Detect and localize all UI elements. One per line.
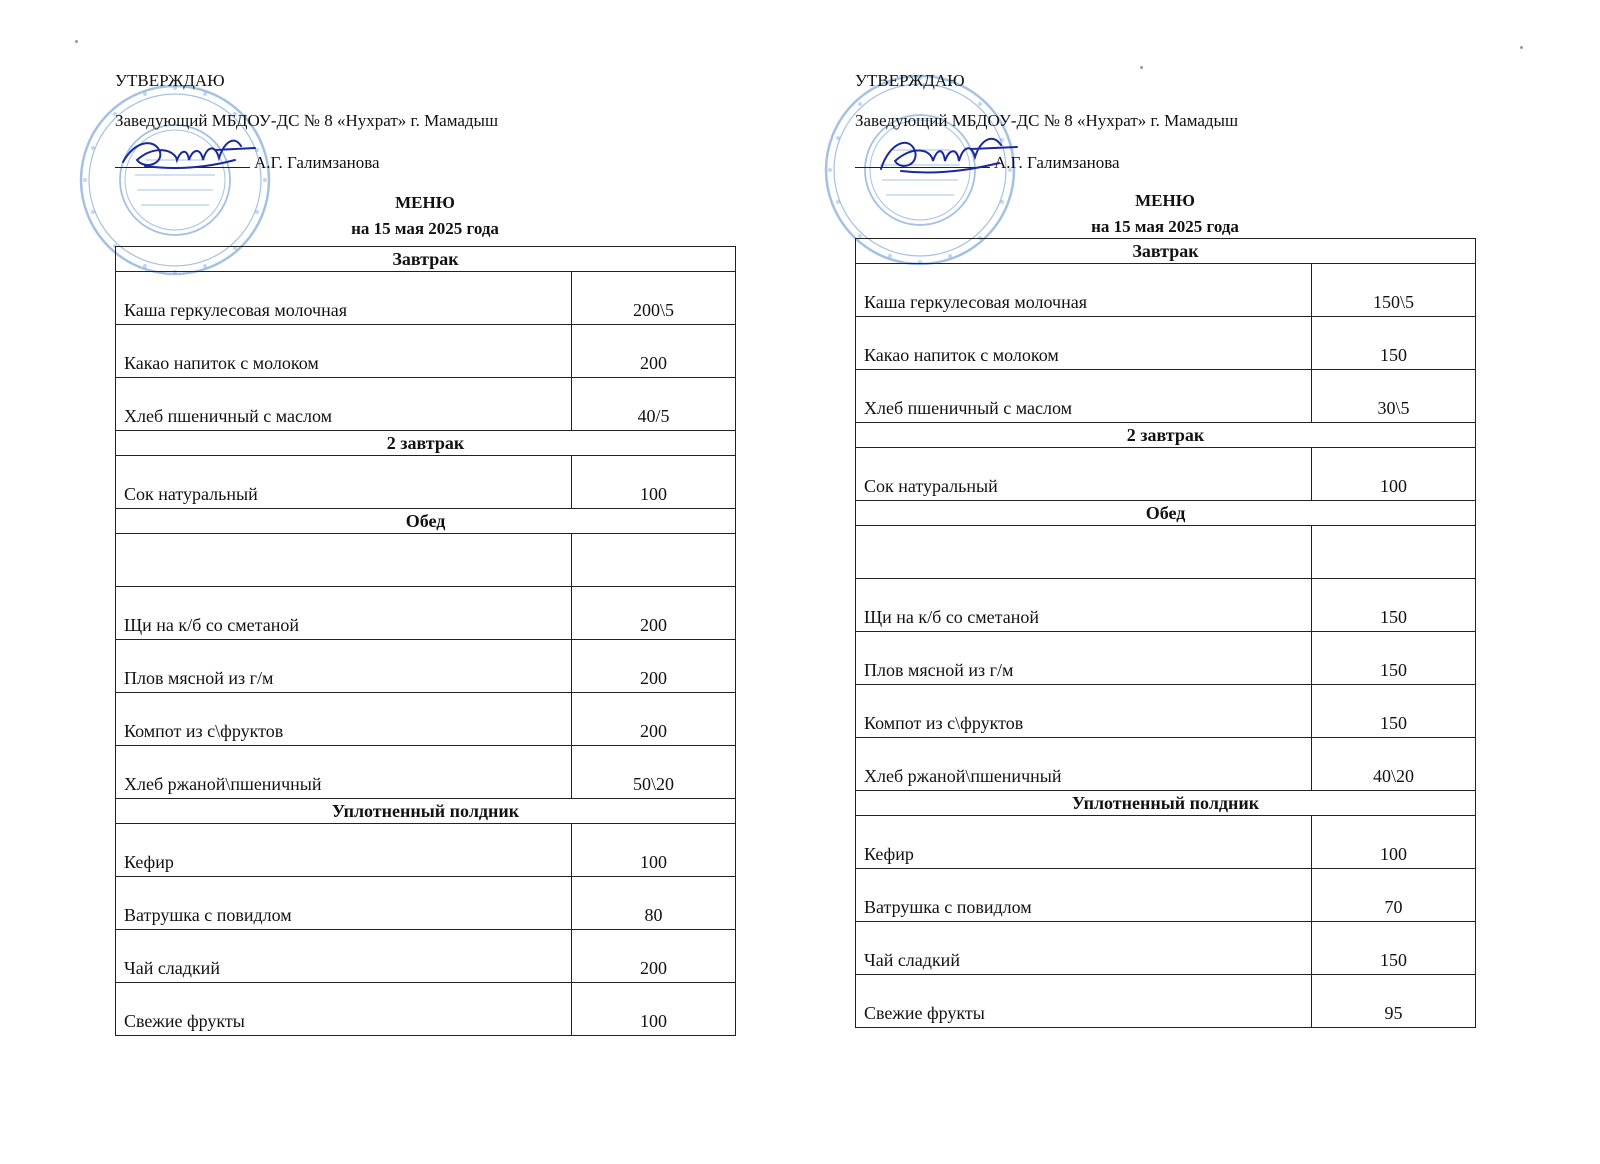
section-title: Обед	[856, 501, 1476, 526]
dish-name: Чай сладкий	[856, 922, 1312, 975]
section-title: 2 завтрак	[116, 431, 736, 456]
section-title: Завтрак	[856, 239, 1476, 264]
scan-speck	[75, 40, 78, 43]
dish-name: Щи на к/б со сметаной	[116, 587, 572, 640]
dish-portion: 200\5	[572, 272, 736, 325]
table-row	[116, 693, 736, 746]
table-row	[116, 746, 736, 799]
dish-portion: 150	[1312, 922, 1476, 975]
head-name: А.Г. Галимзанова	[254, 153, 380, 172]
dish-portion: 100	[1312, 448, 1476, 501]
table-row	[856, 738, 1476, 791]
dish-portion: 150	[1312, 632, 1476, 685]
dish-name: Сок натуральный	[856, 448, 1312, 501]
dish-name: Хлеб ржаной\пшеничный	[856, 738, 1312, 791]
dish-portion: 70	[1312, 869, 1476, 922]
dish-portion: 80	[572, 877, 736, 930]
table-row	[116, 456, 736, 509]
dish-name	[116, 534, 572, 587]
dish-name: Плов мясной из г/м	[116, 640, 572, 693]
dish-portion	[1312, 526, 1476, 579]
section-row	[856, 239, 1476, 264]
dish-name: Ватрушка с повидлом	[856, 869, 1312, 922]
table-row	[116, 877, 736, 930]
approve-label: УТВЕРЖДАЮ	[855, 71, 965, 90]
table-row	[116, 824, 736, 877]
dish-name: Щи на к/б со сметаной	[856, 579, 1312, 632]
dish-name: Какао напиток с молоком	[856, 317, 1312, 370]
table-row	[116, 325, 736, 378]
menu-title-block	[855, 188, 1475, 240]
dish-portion: 40/5	[572, 378, 736, 431]
dish-name: Каша геркулесовая молочная	[116, 272, 572, 325]
dish-name: Компот из с\фруктов	[856, 685, 1312, 738]
approve-label: УТВЕРЖДАЮ	[115, 71, 225, 90]
handwritten-signature	[875, 125, 1025, 185]
head-position: Заведующий МБДОУ-ДС № 8 «Нухрат» г. Мамадыш	[115, 111, 499, 130]
dish-portion: 150	[1312, 579, 1476, 632]
dish-portion: 95	[1312, 975, 1476, 1028]
menu-table	[855, 238, 1476, 1028]
table-row	[856, 975, 1476, 1028]
head-name: А.Г. Галимзанова	[994, 153, 1120, 172]
dish-portion: 100	[572, 824, 736, 877]
dish-portion: 150	[1312, 317, 1476, 370]
section-title: 2 завтрак	[856, 423, 1476, 448]
dish-portion: 30\5	[1312, 370, 1476, 423]
dish-portion: 40\20	[1312, 738, 1476, 791]
table-row	[856, 370, 1476, 423]
dish-name: Кефир	[856, 816, 1312, 869]
dish-name: Чай сладкий	[116, 930, 572, 983]
table-row	[856, 816, 1476, 869]
table-row	[856, 922, 1476, 975]
table-row	[116, 930, 736, 983]
menu-title-block	[115, 190, 735, 242]
section-title: Обед	[116, 509, 736, 534]
dish-name: Какао напиток с молоком	[116, 325, 572, 378]
table-row	[856, 632, 1476, 685]
dish-portion: 100	[572, 983, 736, 1036]
dish-portion	[572, 534, 736, 587]
dish-name: Свежие фрукты	[856, 975, 1312, 1028]
table-row	[116, 378, 736, 431]
dish-name: Плов мясной из г/м	[856, 632, 1312, 685]
dish-name: Ватрушка с повидлом	[116, 877, 572, 930]
dish-portion: 100	[1312, 816, 1476, 869]
head-position: Заведующий МБДОУ-ДС № 8 «Нухрат» г. Мамадыш	[855, 111, 1239, 130]
table-row	[856, 869, 1476, 922]
dish-portion: 200	[572, 325, 736, 378]
table-row	[856, 317, 1476, 370]
menu-title: МЕНЮ	[1135, 191, 1195, 210]
table-row	[856, 448, 1476, 501]
dish-name: Свежие фрукты	[116, 983, 572, 1036]
scan-speck	[1140, 66, 1143, 69]
dish-portion: 50\20	[572, 746, 736, 799]
table-row	[116, 272, 736, 325]
section-title: Уплотненный полдник	[856, 791, 1476, 816]
table-row	[116, 534, 736, 587]
menu-date: на 15 мая 2025 года	[351, 219, 499, 238]
section-row	[116, 431, 736, 456]
dish-name: Сок натуральный	[116, 456, 572, 509]
dish-portion: 150\5	[1312, 264, 1476, 317]
section-row	[116, 799, 736, 824]
menu-table	[115, 246, 736, 1036]
dish-name: Компот из с\фруктов	[116, 693, 572, 746]
dish-name: Хлеб пшеничный с маслом	[856, 370, 1312, 423]
dish-portion: 150	[1312, 685, 1476, 738]
section-row	[116, 247, 736, 272]
table-row	[856, 526, 1476, 579]
table-row	[116, 640, 736, 693]
dish-name: Хлеб ржаной\пшеничный	[116, 746, 572, 799]
section-row	[856, 791, 1476, 816]
dish-name: Кефир	[116, 824, 572, 877]
dish-name	[856, 526, 1312, 579]
table-row	[116, 983, 736, 1036]
scan-speck	[1520, 46, 1523, 49]
menu-date: на 15 мая 2025 года	[1091, 217, 1239, 236]
dish-name: Каша геркулесовая молочная	[856, 264, 1312, 317]
menu-title: МЕНЮ	[395, 193, 455, 212]
dish-portion: 200	[572, 587, 736, 640]
section-row	[856, 423, 1476, 448]
section-row	[856, 501, 1476, 526]
table-row	[856, 264, 1476, 317]
section-title: Завтрак	[116, 247, 736, 272]
dish-portion: 200	[572, 640, 736, 693]
table-row	[856, 685, 1476, 738]
dish-portion: 100	[572, 456, 736, 509]
section-title: Уплотненный полдник	[116, 799, 736, 824]
dish-portion: 200	[572, 693, 736, 746]
table-row	[116, 587, 736, 640]
handwritten-signature	[115, 130, 265, 180]
dish-portion: 200	[572, 930, 736, 983]
section-row	[116, 509, 736, 534]
dish-name: Хлеб пшеничный с маслом	[116, 378, 572, 431]
table-row	[856, 579, 1476, 632]
